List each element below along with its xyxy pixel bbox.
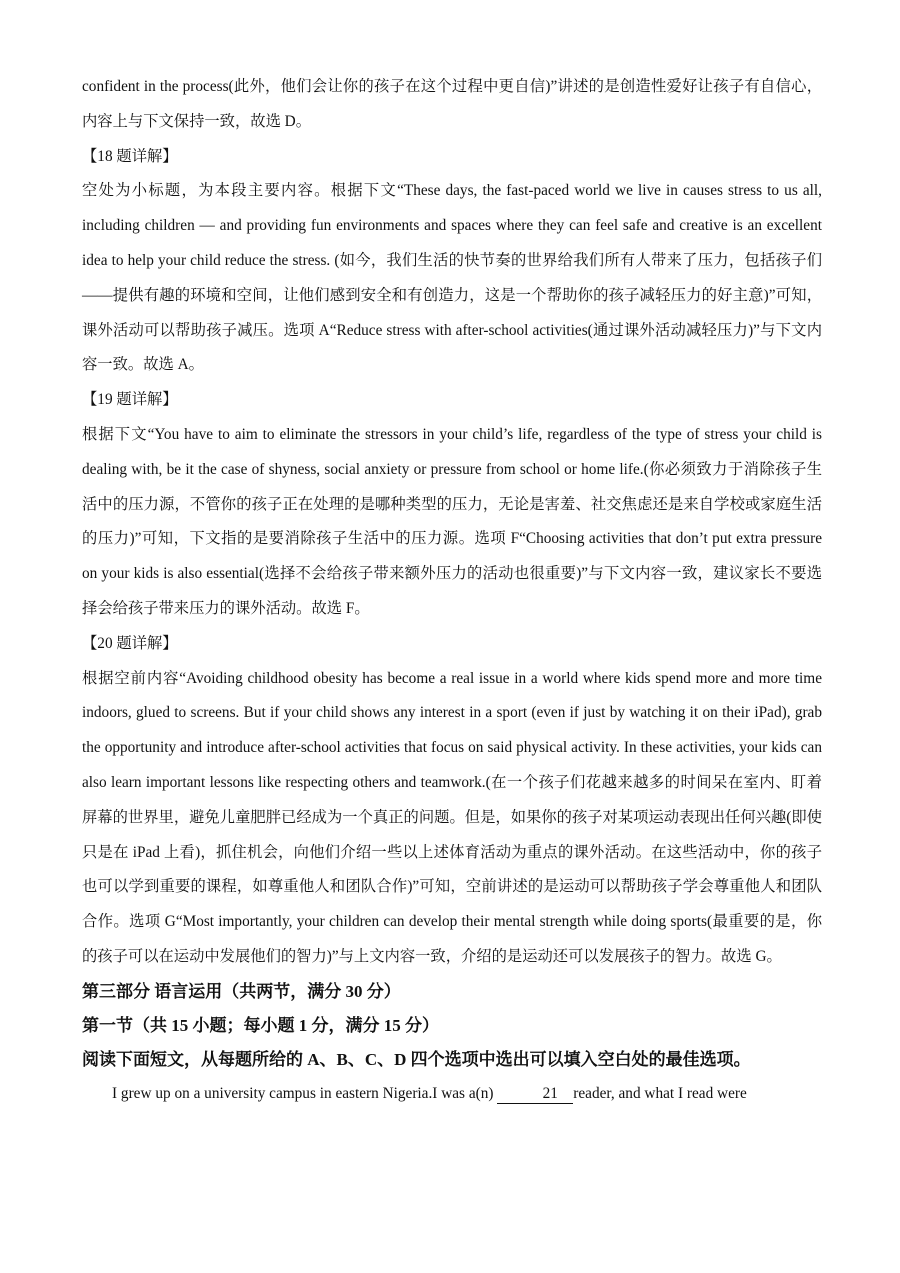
document-page (82, 70, 822, 1112)
q18-heading: 【18 题详解】 (82, 147, 178, 165)
q18-explanation: 空处为小标题，为本段主要内容。根据下文“These days, the fast-paced world we live in causes stress to us all, including children — and providing fun environments and spaces where they can feel safe and creative is an excellent idea to help your child reduce the stress. (如今，我们生活的快节奏的世界给我们所有人带来了压力，包括孩子们——提供有趣的环境和空间，让他们感到安全和有创造力，这是一个帮助你的孩子减轻压力的好主意)”可知，课外活动可以帮助孩子减压。选项 A“Reduce stress with after-school activities(通过课外活动减轻压力)”与下文内容一致。故选 A。 (82, 182, 822, 374)
part3-title: 第三部分 语言运用（共两节，满分 30 分） (82, 981, 401, 1001)
reading-instruction: 阅读下面短文，从每题所给的 A、B、C、D 四个选项中选出可以填入空白处的最佳选项。 (82, 1049, 751, 1069)
passage-first-line (82, 1077, 822, 1112)
blank-21: 21 (497, 1085, 573, 1104)
passage-text-before: I grew up on a university campus in eastern Nigeria.I was a(n) (112, 1084, 498, 1102)
passage-text-after: reader, and what I read were (573, 1084, 747, 1102)
q19-heading: 【19 题详解】 (82, 391, 178, 409)
q19-explanation: 根据下文“You have to aim to eliminate the stressors in your child’s life, regardless of the type of stress your child is dealing with, be it the case of shyness, social anxiety or pressure from school or home life.(你必须致力于消除孩子生活中的压力源，不管你的孩子正在处理的是哪种类型的压力，无论是害羞、社交焦虑还是来自学校或家庭生活的压力)”可知，下文指的是要消除孩子生活中的压力源。选项 F“Choosing activities that don’t put extra pressure on your kids is also essential(选择不会给孩子带来额外压力的活动也很重要)”与下文内容一致，建议家长不要选择会给孩子带来压力的课外活动。故选 F。 (82, 425, 822, 617)
section1-title: 第一节（共 15 小题；每小题 1 分，满分 15 分） (82, 1015, 439, 1035)
q20-explanation: 根据空前内容“Avoiding childhood obesity has become a real issue in a world where kids spend more and more time indoors, glued to screens. But if your child shows any interest in a sport (even if just by watching it on their iPad), grab the opportunity and introduce after-school activities that focus on said physical activity. In these activities, your kids can also learn important lessons like respecting others and teamwork.(在一个孩子们花越来越多的时间呆在室内、盯着屏幕的世界里，避免儿童肥胖已经成为一个真正的问题。但是，如果你的孩子对某项运动表现出任何兴趣(即使只是在 iPad 上看)，抓住机会，向他们介绍一些以上述体育活动为重点的课外活动。在这些活动中，你的孩子也可以学到重要的课程，如尊重他人和团队合作)”可知，空前讲述的是运动可以帮助孩子学会尊重他人和团队合作。选项 G“Most importantly, your children can develop their mental strength while doing sports(最重要的是，你的孩子可以在运动中发展他们的智力)”与上文内容一致，介绍的是运动还可以发展孩子的智力。故选 G。 (82, 669, 822, 965)
q17-explanation-tail: confident in the process(此外，他们会让你的孩子在这个过程中更自信)”讲述的是创造性爱好让孩子有自信心，内容上与下文保持一致，故选 D。 (82, 78, 822, 130)
q20-heading: 【20 题详解】 (82, 634, 178, 652)
